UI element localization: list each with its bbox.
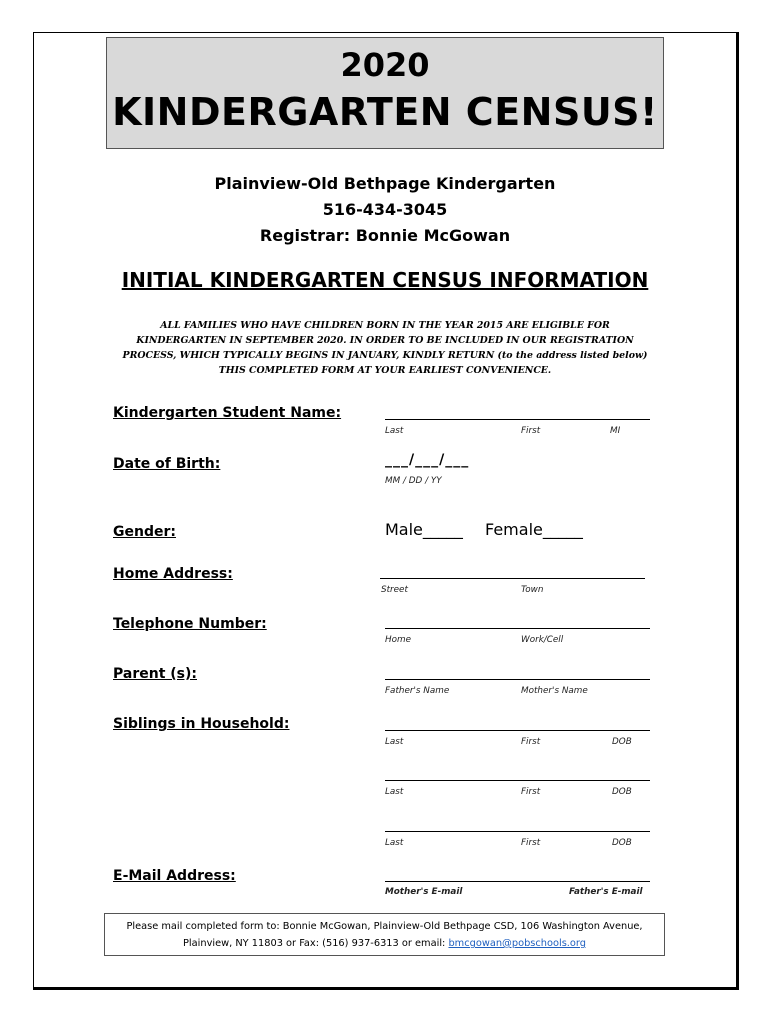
mother-email-caption: Mother's E-mail xyxy=(385,887,463,897)
student-name-label: Kindergarten Student Name: xyxy=(113,405,342,421)
parents-field[interactable] xyxy=(385,679,650,680)
sibling-last-caption: Last xyxy=(385,737,404,747)
title-banner xyxy=(106,37,664,149)
gender-male-option[interactable]: Male_____ xyxy=(385,520,463,539)
organization-name: Plainview-Old Bethpage Kindergarten xyxy=(214,174,556,193)
gender-label: Gender: xyxy=(113,524,176,540)
sibling-field-2[interactable] xyxy=(385,780,650,781)
student-name-field[interactable] xyxy=(385,419,650,420)
father-email-caption: Father's E-mail xyxy=(569,887,643,897)
section-heading xyxy=(0,268,770,292)
intro-line: PROCESS, WHICH TYPICALLY BEGINS IN JANUARY, KINDLY RETURN (to the address listed below) xyxy=(122,350,648,361)
sibling-last-caption: Last xyxy=(385,787,404,797)
sibling-field-3[interactable] xyxy=(385,831,650,832)
mailing-instructions xyxy=(104,913,665,956)
gender-female-option[interactable]: Female_____ xyxy=(485,520,583,539)
student-first-caption: First xyxy=(521,426,541,436)
sibling-first-caption: First xyxy=(521,787,541,797)
siblings-label: Siblings in Household: xyxy=(113,716,290,732)
dob-field[interactable]: ___/___/___ xyxy=(385,452,470,468)
sibling-first-caption: First xyxy=(521,737,541,747)
sibling-field-1[interactable] xyxy=(385,730,650,731)
organization-phone: 516-434-3045 xyxy=(322,200,448,219)
sibling-dob-caption: DOB xyxy=(612,787,632,797)
email-label: E-Mail Address: xyxy=(113,868,236,884)
intro-line: THIS COMPLETED FORM AT YOUR EARLIEST CONVENIENCE. xyxy=(218,365,552,376)
title-year: 2020 xyxy=(340,46,430,84)
sibling-dob-caption: DOB xyxy=(612,737,632,747)
address-town-caption: Town xyxy=(521,585,544,595)
registrar-name: Registrar: Bonnie McGowan xyxy=(259,226,511,245)
home-address-label: Home Address: xyxy=(113,566,233,582)
sibling-first-caption: First xyxy=(521,838,541,848)
sibling-last-caption: Last xyxy=(385,838,404,848)
telephone-label: Telephone Number: xyxy=(113,616,267,632)
dob-format-caption: MM / DD / YY xyxy=(385,476,442,486)
intro-line: ALL FAMILIES WHO HAVE CHILDREN BORN IN THE YEAR 2015 ARE ELIGIBLE FOR xyxy=(160,320,610,331)
home-address-field[interactable] xyxy=(380,578,645,579)
intro-paragraph xyxy=(115,318,655,378)
student-mi-caption: MI xyxy=(610,426,621,436)
page-title: KINDERGARTEN CENSUS! xyxy=(112,90,658,134)
intro-line: KINDERGARTEN IN SEPTEMBER 2020. IN ORDER TO BE INCLUDED IN OUR REGISTRATION xyxy=(136,335,634,346)
father-name-caption: Father's Name xyxy=(385,686,450,696)
telephone-home-caption: Home xyxy=(385,635,411,645)
sibling-dob-caption: DOB xyxy=(612,838,632,848)
telephone-field[interactable] xyxy=(385,628,650,629)
mother-name-caption: Mother's Name xyxy=(521,686,588,696)
email-field[interactable] xyxy=(385,881,650,882)
telephone-work-caption: Work/Cell xyxy=(521,635,564,645)
email-link[interactable]: bmcgowan@pobschools.org xyxy=(448,938,586,949)
student-last-caption: Last xyxy=(385,426,404,436)
parents-label: Parent (s): xyxy=(113,666,197,682)
contact-line xyxy=(105,935,664,952)
address-street-caption: Street xyxy=(381,585,408,595)
dob-label: Date of Birth: xyxy=(113,456,221,472)
mailing-address-line: Please mail completed form to: Bonnie McGowan, Plainview-Old Bethpage CSD, 106 Washington Avenue, xyxy=(126,921,643,932)
section-heading-text: INITIAL KINDERGARTEN CENSUS INFORMATION xyxy=(121,268,649,292)
fax-text: Plainview, NY 11803 or Fax: (516) 937-6313 or email: xyxy=(183,938,449,949)
